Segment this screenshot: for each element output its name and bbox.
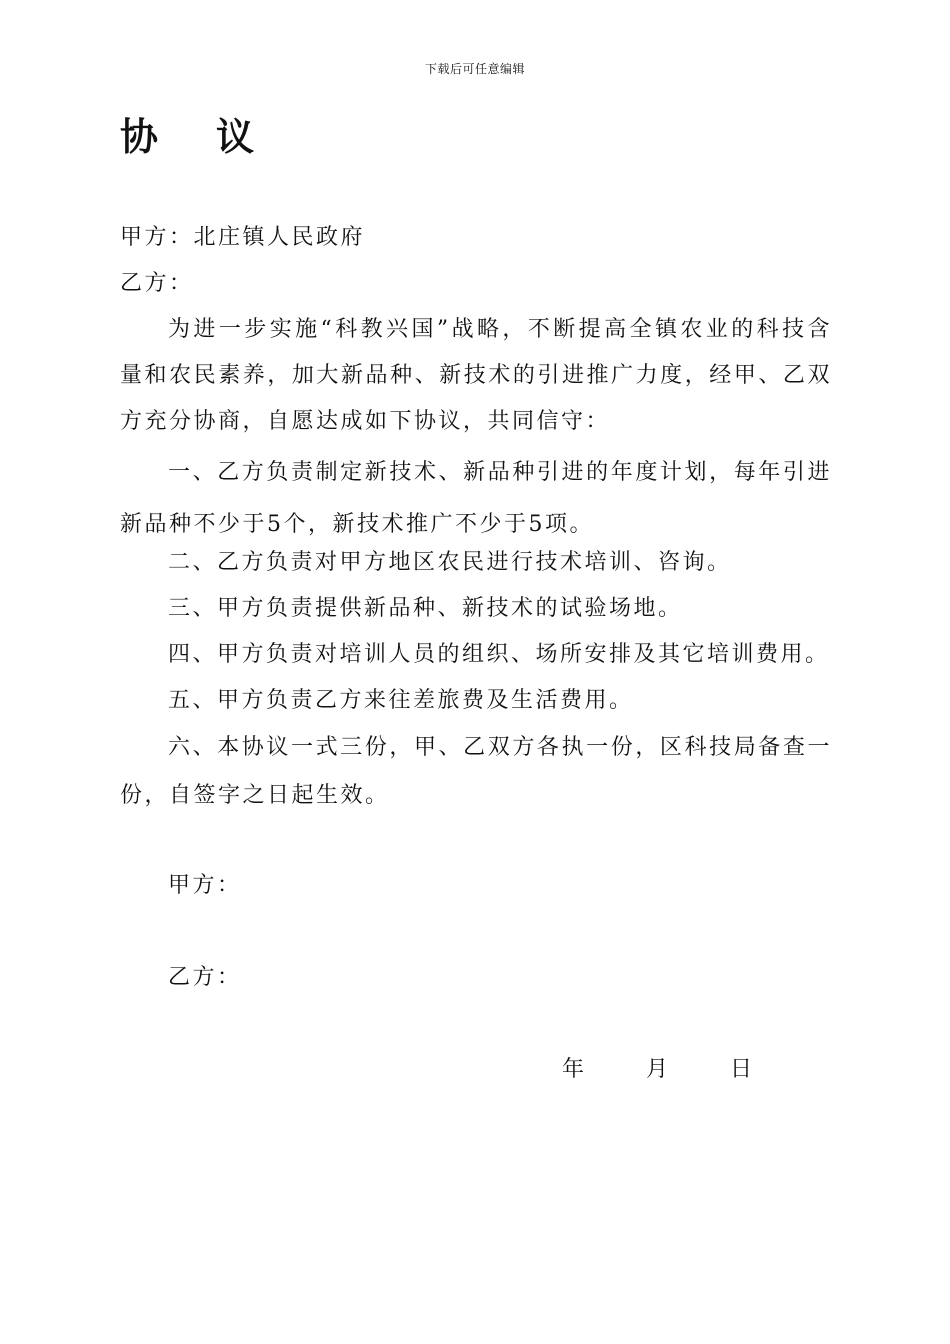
date-month-label: 月 (646, 1057, 669, 1082)
header-note: 下载后可任意编辑 (424, 62, 525, 76)
clause-4: 四、甲方负责对培训人员的组织、场所安排及其它培训费用。 (168, 642, 830, 667)
clause-3: 三、甲方负责提供新品种、新技术的试验场地。 (168, 596, 683, 621)
clause-5: 五、甲方负责乙方来往差旅费及生活费用。 (168, 688, 634, 713)
signature-party-a: 甲方： (168, 873, 242, 898)
date-year-label: 年 (562, 1057, 585, 1082)
document-title: 协议 (120, 114, 313, 159)
signature-date (562, 1052, 752, 1088)
preamble-paragraph: 为进一步实施“科教兴国”战略，不断提高全镇农业的科技含量和农民素养，加大新品种、新技术的引进推广力度，经甲、乙双方充分协商，自愿达成如下协议，共同信守： (120, 317, 832, 434)
party-b-line: 乙方： (120, 271, 194, 296)
party-a-line: 甲方：北庄镇人民政府 (120, 225, 366, 250)
clause-6: 六、本协议一式三份，甲、乙双方各执一份，区科技局备查一份，自签字之日起生效。 (120, 735, 832, 808)
clause-1: 一、乙方负责制定新技术、新品种引进的年度计划，每年引进新品种不少于5个，新技术推广不少于5项。 (120, 460, 832, 537)
clause-2: 二、乙方负责对甲方地区农民进行技术培训、咨询。 (168, 550, 732, 575)
date-day-label: 日 (730, 1057, 753, 1082)
signature-party-b: 乙方： (168, 965, 242, 990)
